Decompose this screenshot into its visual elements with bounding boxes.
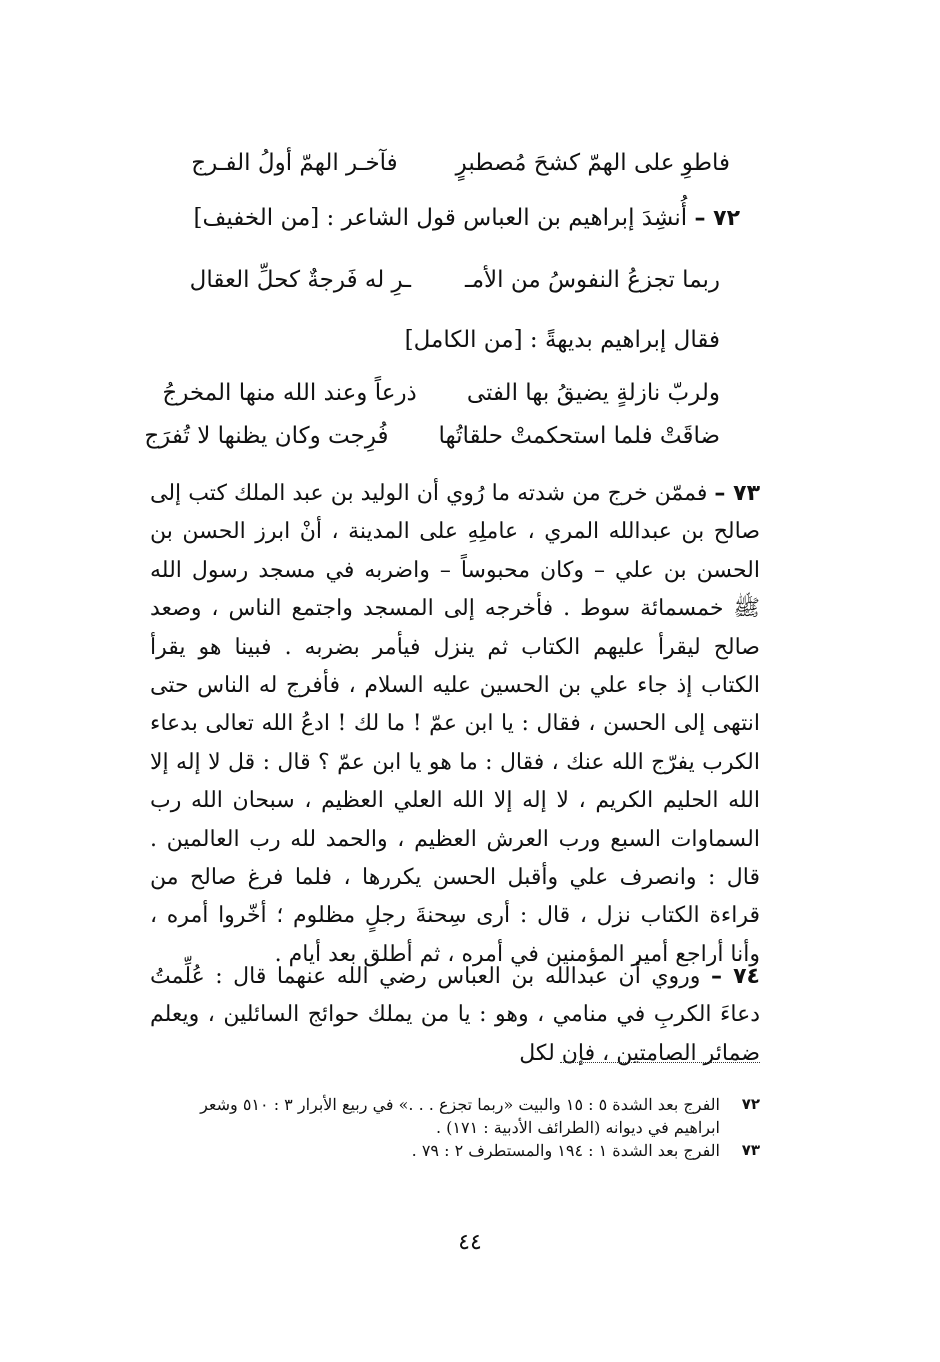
verse-second-hemistich: ذرعاً وعند الله منها المخرجُ <box>162 380 417 406</box>
entry-number: ٧٣ – <box>714 481 760 506</box>
entry-text: فقال إبراهيم بديهةً : [من الكامل] <box>404 327 720 353</box>
entry-text: أُنشِدَ إبراهيم بن العباس قول الشاعر : [من الخفيف] <box>193 205 688 231</box>
verse-second-hemistich: ـرِ له فَرجةٌ كحلِّ العقال <box>189 267 411 293</box>
entry-heading <box>180 324 720 356</box>
page-number: ٤٤ <box>458 1230 482 1255</box>
verse-first-hemistich: فاطوِ على الهمّ كشحَ مُصطبرٍ <box>455 150 730 176</box>
footnote-separator <box>560 1062 760 1063</box>
entry-text: فممّن خرج من شدته ما رُوي أن الوليد بن عبد الملك كتب إلى صالح بن عبدالله المري ، عاملِهِ على المدينة ، أنْ ابرز الحسن بن الحسن بن علي – وكان محبوساً – واضربه في مسجد رسول الله ﷺ خمسمائة سوط . فأخرجه إلى المسجد واجتمع الناس ، وصعد صالح ليقرأ عليهم الكتاب ثم ينزل فيأمر بضربه . فبينا هو يقرأ الكتاب إذ جاء علي بن الحسين عليه السلام ، فأفرج له الناس حتى انتهى إلى الحسن ، فقال : يا ابن عمّ ! ما لك ! ادعُ الله تعالى بدعاء الكرب يفرّج الله عنك ، فقال : ما هو يا ابن عمّ ؟ قال : قل لا إله إلا الله الحليم الكريم ، لا إله إلا الله العلي العظيم ، سبحان الله رب السماوات السبع ورب العرش العظيم ، والحمد لله رب العالمين . قال : وانصرف علي وأقبل الحسن يكررها ، فلما فرغ صالح من قراءة الكتاب نزل ، قال : أرى سِحنةَ رجلٍ مظلوم ؛ أخّروا أمره ، وأنا أراجع أمير المؤمنين في أمره ، ثم أطلق بعد أيام . <box>150 481 760 967</box>
verse-second-hemistich: فُرِجت وكان يظنها لا تُفرَج <box>144 423 389 449</box>
prose-paragraph <box>150 475 760 974</box>
entry-paragraph <box>150 475 760 974</box>
verse-second-hemistich: فآخـر الهمّ أولُ الفـرج <box>191 150 398 176</box>
verse-first-hemistich: ضاقَتْ فلما استحكمتْ حلقاتُها <box>438 423 720 449</box>
verse-line <box>144 420 720 452</box>
entry-heading <box>180 202 740 235</box>
verse-line <box>191 147 730 179</box>
entry-number: ٧٢ – <box>694 206 740 231</box>
verse-first-hemistich: ربما تجزعُ النفوسُ من الأمـ <box>464 267 720 293</box>
footnote-number: ٧٣ <box>741 1141 760 1159</box>
footnote-text: الفرج بعد الشدة ١ : ١٩٤ والمستطرف ٢ : ٧٩ . <box>411 1141 720 1160</box>
verse-first-hemistich: ولربّ نازلةٍ يضيقُ بها الفتى <box>466 380 720 406</box>
prose-paragraph <box>150 958 760 1073</box>
footnote <box>150 1093 760 1139</box>
footnote <box>150 1139 760 1162</box>
entry-paragraph <box>150 958 760 1073</box>
footnote-number: ٧٢ <box>741 1095 760 1113</box>
verse-line <box>190 264 720 296</box>
entry-number: ٧٤ – <box>710 964 760 989</box>
footnotes <box>150 1093 760 1162</box>
verse-line <box>162 377 720 409</box>
footnote-text: الفرج بعد الشدة ٥ : ١٥ والبيت «ربما تجزع . . .» في ربيع الأبرار ٣ : ٥١٠ وشعر ابراهيم في ديوانه (الطرائف الأدبية : ١٧١) . <box>200 1095 720 1137</box>
entry-text: وروي أن عبدالله بن العباس رضي الله عنهما قال : عُلِّمتُ دعاءَ الكربِ في منامي ، وهو : يا من يملك حوائج السائلين ، ويعلم ضمائر الصامتين ، فإن لكل <box>150 964 760 1066</box>
